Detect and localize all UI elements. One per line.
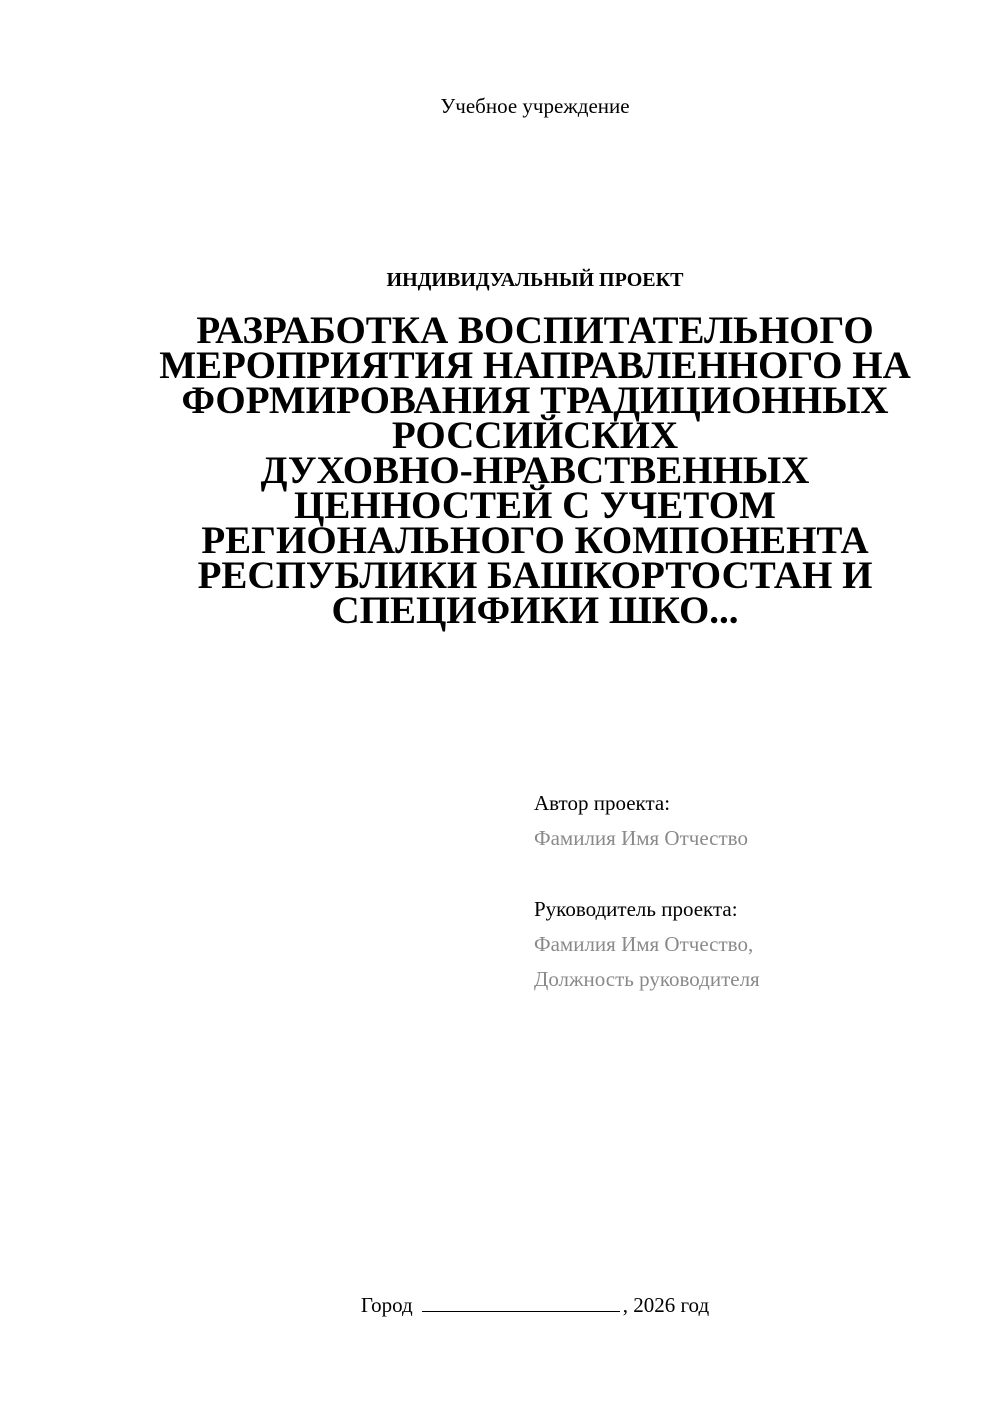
- title-line: ДУХОВНО-НРАВСТВЕННЫХ: [260, 449, 810, 492]
- project-kind: ИНДИВИДУАЛЬНЫЙ ПРОЕКТ: [386, 269, 684, 291]
- title-line: МЕРОПРИЯТИЯ НАПРАВЛЕННОГО НА: [159, 344, 911, 387]
- supervisor-block: [534, 892, 760, 997]
- author-name: Фамилия Имя Отчество: [534, 826, 748, 850]
- city-blank-line: [422, 1290, 620, 1312]
- supervisor-label: Руководитель проекта:: [534, 897, 738, 921]
- title-line: ЦЕННОСТЕЙ С УЧЕТОМ: [294, 484, 776, 527]
- title-line: РЕСПУБЛИКИ БАШКОРТОСТАН И: [197, 554, 873, 597]
- supervisor-position: Должность руководителя: [534, 967, 760, 991]
- project-title: [100, 309, 970, 632]
- author-block: [534, 786, 748, 856]
- institution-name: Учебное учреждение: [440, 94, 630, 118]
- title-line: РОССИЙСКИХ: [391, 414, 679, 457]
- title-line: ФОРМИРОВАНИЯ ТРАДИЦИОННЫХ: [181, 379, 889, 422]
- supervisor-name: Фамилия Имя Отчество,: [534, 932, 754, 956]
- city-year-line: [0, 1290, 1000, 1320]
- author-label: Автор проекта:: [534, 791, 671, 815]
- city-label: Город: [360, 1293, 413, 1317]
- title-line: РАЗРАБОТКА ВОСПИТАТЕЛЬНОГО: [196, 309, 874, 352]
- year-text: , 2026 год: [622, 1293, 710, 1317]
- title-line: СПЕЦИФИКИ ШКО...: [331, 589, 739, 632]
- title-line: РЕГИОНАЛЬНОГО КОМПОНЕНТА: [201, 519, 869, 562]
